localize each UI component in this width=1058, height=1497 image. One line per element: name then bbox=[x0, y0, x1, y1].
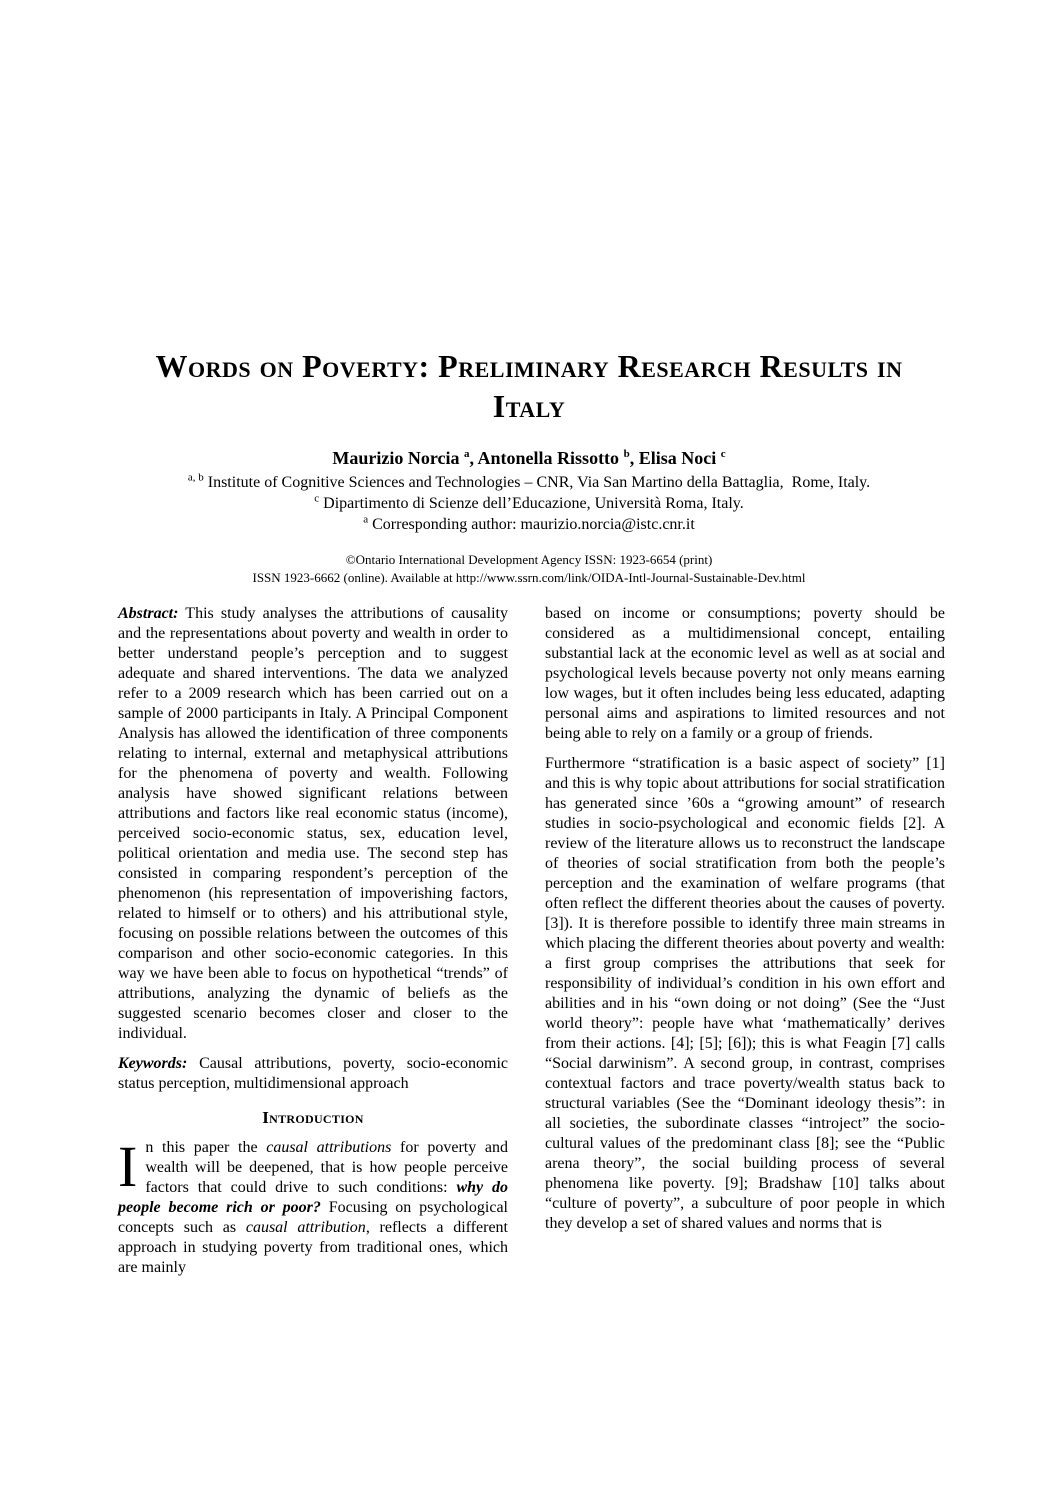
affiliation-mark-3: a bbox=[363, 513, 369, 526]
dropcap-letter: I bbox=[118, 1134, 138, 1199]
intro-run-4-bold-italic: why do people become rich or poor? bbox=[118, 1179, 509, 1216]
intro-run-1: n this paper the bbox=[145, 1139, 267, 1156]
two-column-body bbox=[0, 604, 1058, 1288]
abstract-label: Abstract: bbox=[118, 605, 179, 622]
corresponding-author-text: Corresponding author: maurizio.norcia@istc.cnr.it bbox=[368, 516, 695, 533]
right-column bbox=[545, 604, 945, 1288]
affiliation-mark-2: c bbox=[314, 492, 320, 505]
intro-run-3: for poverty and wealth will be deepened, that is how people perceive factors that could drive to such conditions: bbox=[145, 1139, 508, 1196]
affiliation-text-1: Institute of Cognitive Sciences and Technologies – CNR, Via San Martino della Battaglia, Rome, Italy. bbox=[203, 474, 871, 491]
copyright-line-1: ©Ontario International Development Agency ISSN: 1923-6654 (print) bbox=[345, 552, 713, 567]
left-column bbox=[118, 604, 508, 1288]
intro-run-7: , reflects a different approach in studying poverty from traditional ones, which are mainly bbox=[118, 1219, 508, 1276]
abstract-paragraph bbox=[118, 604, 508, 1044]
corresponding-author-line bbox=[0, 514, 1058, 535]
body-paragraph-1: based on income or consumptions; poverty should be considered as a multidimensional concept, entailing substantial lack at the economic level as well as at social and psychological levels because poverty not only means earning low wages, but it often includes being less educated, adapting personal aims and aspirations to limited resources and not being able to rely on a family or a group of friends. bbox=[545, 605, 945, 742]
paper-title bbox=[0, 346, 1058, 426]
author-name-3: Elisa Noci bbox=[638, 448, 717, 468]
author-affiliation-mark-3: c bbox=[720, 448, 726, 460]
author-separator-2: , bbox=[629, 448, 635, 468]
author-name-2: Antonella Rissotto bbox=[477, 448, 620, 468]
copyright-block bbox=[0, 551, 1058, 587]
affiliation-text-2: Dipartimento di Scienze dell’Educazione, Università Roma, Italy. bbox=[319, 495, 744, 512]
body-paragraph-2: Furthermore “stratification is a basic aspect of society” [1] and this is why topic about attributions for social stratification has generated since ’60s a “growing amount” of research studies in socio-psychological and economic fields [2]. A review of the literature allows us to reconstruct the landscape of theories of social stratification from both the people’s perception and the examination of welfare programs (that often reflect the different theories about the causes of poverty. [3]). It is therefore possible to identify three main streams in which placing the different theories about poverty and wealth: a first group comprises the attributions that seek for responsibility of individual’s condition in his own effort and abilities and in his “own doing or not doing” (See the “Just world theory”: people have what ‘mathematically’ derives from their actions. [4]; [5]; [6]); this is what Feagin [7] calls “Social darwinism”. A second group, in contrast, comprises contextual factors and trace poverty/wealth status back to structural variables (See the “Dominant ideology thesis”: in all societies, the subordinate classes “introject” the socio-cultural values of the predominant class [8]; see the “Public arena theory”, the social building process of several phenomena like poverty. [9]; Bradshaw [10] talks about “culture of poverty”, a subculture of poor people in which they develop a set of shared values and norms that is bbox=[545, 755, 945, 1232]
intro-run-5: Focusing on psychological concepts such as bbox=[118, 1199, 508, 1236]
abstract-text: This study analyses the attributions of causality and the representations about poverty and wealth in order to better understand people’s perception and to suggest adequate and shared interventions. The data we analyzed refer to a 2009 research which has been carried out on a sample of 2000 participants in Italy. A Principal Component Analysis has allowed the identification of three components relating to internal, external and metaphysical attributions for the phenomena of poverty and wealth. Following analysis have showed significant relations between attributions and factors like real economic status (income), perceived socio-economic status, sex, education level, political orientation and media use. The second step has consisted in comparing respondent’s perception of the phenomenon (his representation of impoverishing factors, related to himself or to others) and his attributional style, focusing on possible relations between the outcomes of this comparison and other socio-economic categories. In this way we have been able to focus on hypothetical “trends” of attributions, analyzing the dynamic of beliefs as the suggested scenario becomes closer and closer to the individual. bbox=[118, 605, 508, 1042]
keywords-paragraph bbox=[118, 1054, 508, 1094]
author-affiliation-mark-1: a bbox=[464, 448, 470, 460]
author-affiliation-mark-2: b bbox=[623, 448, 630, 460]
paper-header bbox=[0, 0, 1058, 587]
authors-line bbox=[0, 446, 1058, 470]
intro-run-6-italic: causal attribution bbox=[245, 1219, 366, 1236]
affiliation-line-2 bbox=[0, 493, 1058, 514]
title-line-1: Words on Poverty: Preliminary Research Results in bbox=[155, 348, 903, 384]
keywords-text: Causal attributions, poverty, socio-economic status perception, multidimensional approach bbox=[118, 1055, 509, 1092]
intro-run-2-italic: causal attributions bbox=[266, 1139, 392, 1156]
affiliation-line-1 bbox=[0, 472, 1058, 493]
author-name-1: Maurizio Norcia bbox=[332, 448, 460, 468]
introduction-paragraph bbox=[118, 1134, 509, 1278]
copyright-line-2: ISSN 1923-6662 (online). Available at http://www.ssrn.com/link/OIDA-Intl-Journal-Sustainable-Dev.html bbox=[252, 570, 806, 585]
keywords-label: Keywords: bbox=[118, 1055, 188, 1072]
title-line-2: Italy bbox=[492, 388, 566, 424]
affiliation-mark-1: a, b bbox=[187, 471, 204, 484]
affiliations-block bbox=[0, 472, 1058, 535]
author-separator-1: , bbox=[469, 448, 475, 468]
introduction-heading: Introduction bbox=[262, 1108, 364, 1127]
